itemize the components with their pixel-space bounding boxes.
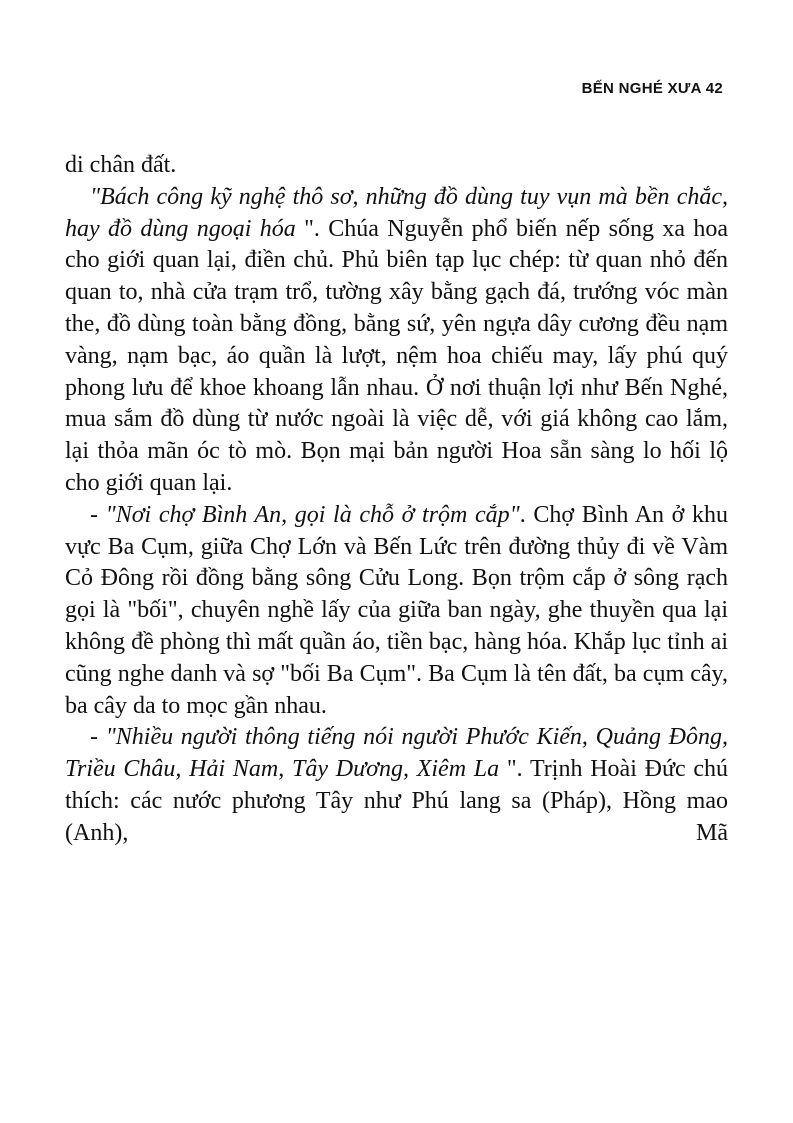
italic-quote: "Nơi chợ Bình An, gọi là chỗ ở trộm cắp" <box>105 501 520 528</box>
italic-quote: "Nhiều người thông tiếng nói người Phước Kiến, Quảng Đông, Triều Châu, Hải Nam, Tây Dương, Xiêm La <box>65 724 728 783</box>
paragraph-1 <box>65 150 728 182</box>
text-run: di chân đất. <box>65 152 177 178</box>
paragraph-2 <box>65 182 728 500</box>
paragraph-4 <box>65 722 728 849</box>
running-header: BẾN NGHÉ XƯA 42 <box>581 80 723 97</box>
text-run: - <box>90 501 106 528</box>
text-run: ". Trịnh Hoài Đức chú thích: các nước phương Tây như Phú lang sa (Pháp), Hồng mao (Anh), Mã <box>65 756 729 846</box>
text-run: ". Chúa Nguyễn phổ biến nếp sống xa hoa cho giới quan lại, điền chủ. Phủ biên tạp lục chép: từ quan nhỏ đến quan to, nhà cửa trạm trổ, tường xây bằng gạch đá, trướng vóc màn the, đồ dùng toàn bằng đồng, bằng sứ, yên ngựa dây cương đều nạm vàng, nạm bạc, áo quần là lượt, nệm hoa chiếu may, lấy phú quý phong lưu để khoe khoang lẫn nhau. Ở nơi thuận lợi như Bến Nghé, mua sắm đồ dùng từ nước ngoài là việc dễ, với giá không cao lắm, lại thỏa mãn óc tò mò. Bọn mại bản người Hoa sẵn sàng lo hối lộ cho giới quan lại. <box>65 215 728 496</box>
text-run: - <box>90 724 106 751</box>
body-text <box>65 150 728 850</box>
text-run: . Chợ Bình An ở khu vực Ba Cụm, giữa Chợ Lớn và Bến Lức trên đường thủy đi về Vàm Cỏ Đông rồi đồng bằng sông Cửu Long. Bọn trộm cắp ở sông rạch gọi là "bối", chuyên nghề lấy của giữa ban ngày, ghe thuyền qua lại không đề phòng thì mất quần áo, tiền bạc, hàng hóa. Khắp lục tỉnh ai cũng nghe danh và sợ "bối Ba Cụm". Ba Cụm là tên đất, ba cụm cây, ba cây da to mọc gần nhau. <box>65 501 728 719</box>
paragraph-3 <box>65 500 728 723</box>
italic-quote: "Bách công kỹ nghệ thô sơ, những đồ dùng tuy vụn mà bền chắc, hay đồ dùng ngoại hóa <box>65 183 728 242</box>
